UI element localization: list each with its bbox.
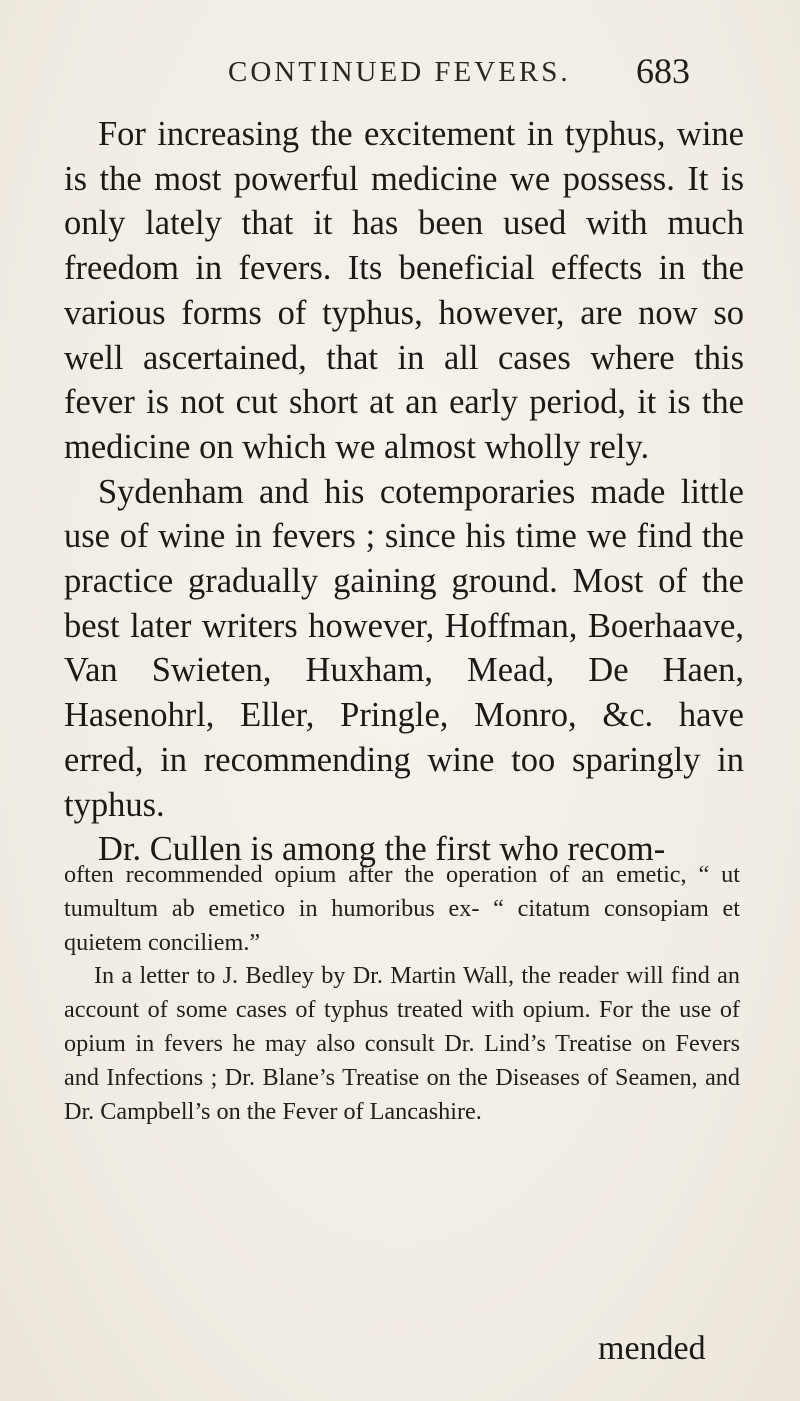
catchword: mended: [598, 1330, 706, 1367]
main-text: [64, 112, 744, 872]
page-number: 683: [636, 51, 690, 91]
footnote-opium-emetic: often recommended opium after the operation of an emetic, “ ut tumultum ab emetico in humoribus ex- “ citatum consopiam et quietem conciliem.”: [64, 861, 740, 956]
running-head: CONTINUED FEVERS.: [228, 56, 571, 88]
footnote-references: In a letter to J. Bedley by Dr. Martin Wall, the reader will find an account of some cases of typhus treated with opium. For the use of opium in fevers he may also consult Dr. Lind’s Treatise on Fevers and Infections ; Dr. Blane’s Treatise on the Diseases of Seamen, and Dr. Campbell’s on the Fever of Lancashire.: [64, 962, 740, 1125]
paragraph-cullen: Dr. Cullen is among the first who recom-: [98, 830, 666, 869]
paragraph-wine-typhus: For increasing the excitement in typhus, wine is the most powerful medicine we possess. It is only lately that it has been used with much freedom in fevers. Its beneficial effects in the various forms of typhus, however, are now so well ascertained, that in all cases where this fever is not cut short at an early period, it is the medicine on which we almost wholly rely.: [64, 115, 744, 466]
page-header: [0, 51, 800, 100]
paragraph-sydenham: Sydenham and his cotemporaries made little use of wine in fevers ; since his time we find the practice gradually gaining ground. Most of the best later writers however, Hoffman, Boerhaave, Van Swieten, Huxham, Mead, De Haen, Hasenohrl, Eller, Pringle, Monro, &c. have erred, in recommending wine too sparingly in typhus.: [64, 472, 744, 824]
footnote: [64, 858, 740, 1128]
